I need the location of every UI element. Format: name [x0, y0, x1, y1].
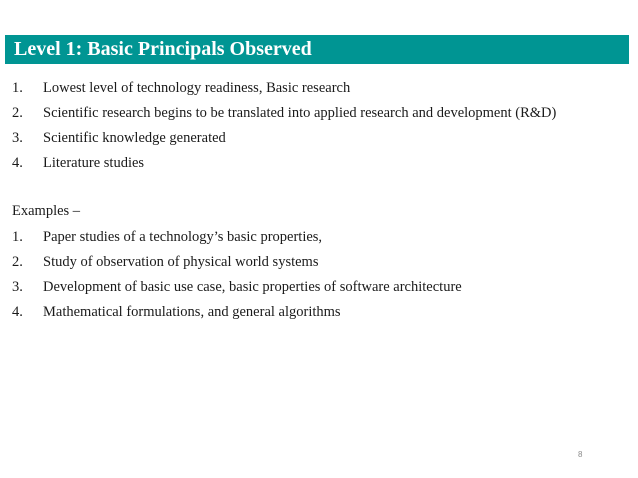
list-item-number: 1.	[12, 229, 23, 245]
list-item-number: 3.	[12, 130, 23, 146]
list-item-text: Scientific knowledge generated	[43, 130, 226, 146]
list-item-number: 4.	[12, 304, 23, 320]
list-item-number: 2.	[12, 254, 23, 270]
list-item-text: Development of basic use case, basic properties of software architecture	[43, 279, 462, 295]
list-item-text: Literature studies	[43, 155, 145, 171]
list-item-number: 4.	[12, 155, 23, 171]
list-item-text: Paper studies of a technology’s basic properties,	[43, 229, 323, 245]
list-item-text: Mathematical formulations, and general algorithms	[43, 304, 341, 320]
list-item-number: 2.	[12, 105, 23, 121]
page-number: 8	[578, 450, 583, 459]
list-item-text: Scientific research begins to be translated into applied research and development (R&D)	[43, 105, 557, 121]
list-item-number: 3.	[12, 279, 23, 295]
examples-heading: Examples –	[12, 203, 81, 219]
list-item-text: Study of observation of physical world systems	[43, 254, 319, 270]
list-item-number: 1.	[12, 80, 23, 96]
list-item-text: Lowest level of technology readiness, Basic research	[43, 80, 351, 96]
title-bar	[5, 35, 629, 64]
slide-title: Level 1: Basic Principals Observed	[14, 38, 312, 60]
